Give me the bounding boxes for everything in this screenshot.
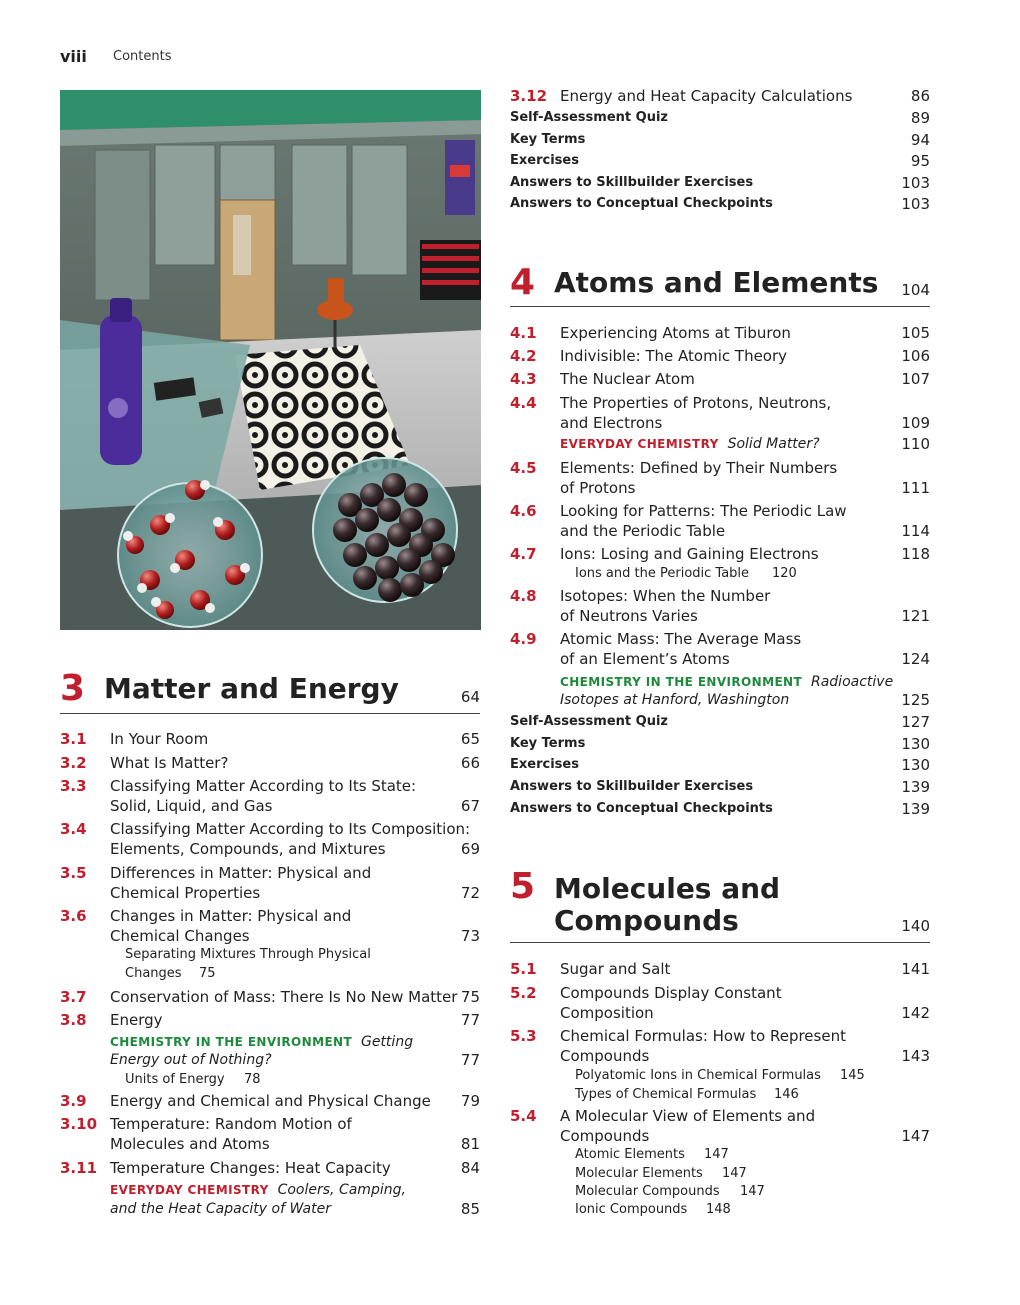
section-page: 86 — [910, 87, 930, 105]
subsection-title: Molecular Compounds — [575, 1184, 720, 1199]
toc-entry[interactable] — [60, 819, 480, 859]
section-number: 3.8 — [60, 1011, 87, 1029]
section-number: 3.10 — [60, 1115, 98, 1133]
section-title-cont: Compounds — [560, 1047, 650, 1065]
section-page: 73 — [460, 927, 480, 945]
feature-title-cont: Energy out of Nothing? — [110, 1052, 272, 1068]
section-title: Temperature Changes: Heat Capacity — [110, 1159, 391, 1177]
end-item-page: 139 — [901, 778, 930, 796]
end-item-title: Key Terms — [510, 132, 586, 147]
chapter-3-heading — [60, 668, 480, 714]
feature-title-cont: and the Heat Capacity of Water — [110, 1201, 331, 1217]
subsection-title: Ionic Compounds — [575, 1202, 688, 1217]
section-number: 5.1 — [510, 960, 537, 978]
chapter-page: 140 — [901, 917, 930, 935]
feature-label: EVERYDAY CHEMISTRY — [560, 437, 719, 451]
section-number: 3.2 — [60, 754, 87, 772]
subsection-title: Ions and the Periodic Table — [575, 566, 750, 581]
toc-entry[interactable] — [60, 1114, 480, 1154]
chapter-5-sections — [510, 959, 930, 1229]
toc-entry[interactable] — [60, 906, 480, 946]
section-title: Experiencing Atoms at Tiburon — [560, 324, 791, 342]
section-number: 5.4 — [510, 1107, 537, 1125]
chapter-title: Matter and Energy — [104, 672, 399, 705]
end-item-page: 94 — [910, 131, 930, 149]
toc-entry[interactable] — [60, 863, 480, 903]
section-title: Compounds Display Constant — [560, 984, 782, 1002]
section-title: Conservation of Mass: There Is No New Matter — [110, 988, 458, 1006]
toc-feature[interactable] — [60, 1032, 480, 1072]
toc-feature[interactable] — [510, 672, 930, 712]
feature-page: 77 — [460, 1051, 480, 1069]
section-page: 114 — [901, 522, 930, 540]
chapter-number: 3 — [60, 668, 86, 709]
section-title: The Properties of Protons, Neutrons, — [560, 394, 832, 412]
section-page: 111 — [901, 479, 930, 497]
section-number: 3.5 — [60, 864, 87, 882]
subsection-title: Atomic Elements — [575, 1147, 685, 1162]
section-number: 4.1 — [510, 324, 537, 342]
end-item-title: Answers to Skillbuilder Exercises — [510, 779, 754, 794]
section-page: 118 — [901, 545, 930, 563]
section-page: 109 — [901, 414, 930, 432]
section-number: 3.12 — [510, 87, 548, 105]
section-title: Atomic Mass: The Average Mass — [560, 630, 802, 648]
end-item-title: Exercises — [510, 153, 579, 168]
toc-entry[interactable] — [510, 1026, 930, 1066]
section-title-cont: Molecules and Atoms — [110, 1135, 270, 1153]
end-item-title: Key Terms — [510, 736, 586, 751]
chapter-3-continued — [510, 86, 930, 216]
section-title: In Your Room — [110, 730, 209, 748]
chapter-title-cont: Compounds — [554, 904, 739, 937]
feature-label: CHEMISTRY IN THE ENVIRONMENT — [560, 675, 803, 689]
subsection-page: 78 — [244, 1072, 261, 1087]
subsection-page: 148 — [706, 1202, 731, 1217]
section-number: 3.3 — [60, 777, 87, 795]
toc-entry[interactable] — [510, 983, 930, 1023]
chapter-title: Atoms and Elements — [554, 266, 879, 299]
section-page: 67 — [460, 797, 480, 815]
feature-label: EVERYDAY CHEMISTRY — [110, 1183, 269, 1197]
subsection-page: 147 — [722, 1166, 747, 1181]
section-title-cont: Chemical Properties — [110, 884, 261, 902]
toc-entry[interactable] — [510, 501, 930, 541]
section-number: 3.11 — [60, 1159, 98, 1177]
section-title: Classifying Matter According to Its Composition: — [110, 820, 471, 838]
subsection-title: Separating Mixtures Through Physical — [125, 947, 371, 962]
section-title: Indivisible: The Atomic Theory — [560, 347, 788, 365]
end-item-title: Answers to Skillbuilder Exercises — [510, 175, 754, 190]
chapter-number: 5 — [510, 866, 536, 907]
section-page: 143 — [901, 1047, 930, 1065]
feature-page: 110 — [901, 435, 930, 453]
end-item-page: 89 — [910, 109, 930, 127]
end-item-page: 139 — [901, 800, 930, 818]
subsection-page: 147 — [704, 1147, 729, 1162]
section-title-cont: of an Element’s Atoms — [560, 650, 730, 668]
section-number: 4.5 — [510, 459, 537, 477]
section-number: 4.9 — [510, 630, 537, 648]
subsection-title: Polyatomic Ions in Chemical Formulas — [575, 1068, 821, 1083]
section-title-cont: Elements, Compounds, and Mixtures — [110, 840, 386, 858]
section-title: Energy and Heat Capacity Calculations — [560, 87, 853, 105]
section-title: Differences in Matter: Physical and — [110, 864, 372, 882]
section-number: 5.2 — [510, 984, 537, 1002]
section-title: What Is Matter? — [110, 754, 229, 772]
section-page: 72 — [460, 884, 480, 902]
subsection-page: 145 — [840, 1068, 865, 1083]
section-page: 105 — [901, 324, 930, 342]
section-number: 4.4 — [510, 394, 537, 412]
end-item-title: Self-Assessment Quiz — [510, 714, 668, 729]
end-item-page: 130 — [901, 735, 930, 753]
end-item-title: Answers to Conceptual Checkpoints — [510, 801, 773, 816]
subsection-page: 120 — [772, 566, 797, 581]
section-page: 65 — [460, 730, 480, 748]
chapter-page: 64 — [460, 688, 480, 706]
subsection-title-cont: Changes — [125, 966, 182, 981]
running-title: Contents — [113, 49, 172, 64]
end-item-title: Exercises — [510, 757, 579, 772]
section-title-cont: Compounds — [560, 1127, 650, 1145]
section-page: 124 — [901, 650, 930, 668]
feature-title: Getting — [360, 1034, 414, 1050]
section-number: 5.3 — [510, 1027, 537, 1045]
section-number: 4.7 — [510, 545, 537, 563]
section-page: 142 — [901, 1004, 930, 1022]
section-page: 84 — [460, 1159, 480, 1177]
section-page: 147 — [901, 1127, 930, 1145]
subsection-title: Units of Energy — [125, 1072, 225, 1087]
section-page: 79 — [460, 1092, 480, 1110]
section-title-cont: and Electrons — [560, 414, 663, 432]
feature-title: Coolers, Camping, — [277, 1182, 406, 1198]
section-number: 4.2 — [510, 347, 537, 365]
section-title-cont: of Neutrons Varies — [560, 607, 698, 625]
section-page: 106 — [901, 347, 930, 365]
chapter-3-sections — [60, 729, 480, 1229]
section-title: Isotopes: When the Number — [560, 587, 771, 605]
section-page: 69 — [460, 840, 480, 858]
section-title: Changes in Matter: Physical and — [110, 907, 352, 925]
toc-entry[interactable] — [510, 629, 930, 669]
section-title: Looking for Patterns: The Periodic Law — [560, 502, 847, 520]
subsection-page: 146 — [774, 1087, 799, 1102]
section-title-cont: Composition — [560, 1004, 654, 1022]
end-item-page: 103 — [901, 174, 930, 192]
feature-page: 125 — [901, 691, 930, 709]
section-title: Elements: Defined by Their Numbers — [560, 459, 838, 477]
room-illustration — [60, 90, 481, 630]
section-number: 4.8 — [510, 587, 537, 605]
toc-feature[interactable] — [60, 1180, 480, 1220]
end-item-page: 103 — [901, 195, 930, 213]
chapter-4-heading — [510, 262, 930, 307]
toc-subentry[interactable] — [60, 945, 480, 985]
feature-label: CHEMISTRY IN THE ENVIRONMENT — [110, 1035, 353, 1049]
end-item-page: 130 — [901, 756, 930, 774]
page-number: viii — [60, 47, 87, 66]
toc-entry[interactable] — [510, 458, 930, 498]
section-page: 81 — [460, 1135, 480, 1153]
chapter-title: Molecules and — [554, 872, 781, 905]
feature-page: 85 — [460, 1200, 480, 1218]
feature-title: Solid Matter? — [727, 436, 820, 452]
toc-entry[interactable] — [510, 393, 930, 433]
section-title: Classifying Matter According to Its State: — [110, 777, 417, 795]
section-page: 77 — [460, 1011, 480, 1029]
section-number: 3.1 — [60, 730, 87, 748]
end-item-title: Self-Assessment Quiz — [510, 110, 668, 125]
section-number: 4.6 — [510, 502, 537, 520]
section-number: 4.3 — [510, 370, 537, 388]
section-title-cont: Chemical Changes — [110, 927, 250, 945]
chapter-number: 4 — [510, 262, 536, 303]
end-item-page: 127 — [901, 713, 930, 731]
section-page: 66 — [460, 754, 480, 772]
end-item-page: 95 — [910, 152, 930, 170]
section-title: Ions: Losing and Gaining Electrons — [560, 545, 819, 563]
feature-title: Radioactive — [810, 674, 894, 690]
end-item-title: Answers to Conceptual Checkpoints — [510, 196, 773, 211]
section-title-cont: of Protons — [560, 479, 636, 497]
section-page: 107 — [901, 370, 930, 388]
subsection-title: Types of Chemical Formulas — [575, 1087, 757, 1102]
chapter-page: 104 — [901, 281, 930, 299]
toc-entry[interactable] — [60, 776, 480, 816]
subsection-title: Molecular Elements — [575, 1166, 703, 1181]
section-title: Chemical Formulas: How to Represent — [560, 1027, 846, 1045]
section-number: 3.6 — [60, 907, 87, 925]
section-number: 3.4 — [60, 820, 87, 838]
chapter-5-heading — [510, 866, 930, 943]
section-number: 3.7 — [60, 988, 87, 1006]
section-page: 75 — [460, 988, 480, 1006]
subsection-page: 147 — [740, 1184, 765, 1199]
section-title-cont: and the Periodic Table — [560, 522, 726, 540]
room-matter-illustration — [60, 90, 481, 630]
section-title: The Nuclear Atom — [560, 370, 695, 388]
feature-title-cont: Isotopes at Hanford, Washington — [560, 692, 790, 708]
section-title: Sugar and Salt — [560, 960, 671, 978]
section-page: 141 — [901, 960, 930, 978]
section-title-cont: Solid, Liquid, and Gas — [110, 797, 273, 815]
section-title: Energy and Chemical and Physical Change — [110, 1092, 431, 1110]
section-number: 3.9 — [60, 1092, 87, 1110]
section-title: Temperature: Random Motion of — [110, 1115, 352, 1133]
toc-entry[interactable] — [510, 1106, 930, 1146]
subsection-page: 75 — [199, 966, 216, 981]
section-page: 121 — [901, 607, 930, 625]
section-title: A Molecular View of Elements and — [560, 1107, 816, 1125]
toc-entry[interactable] — [510, 586, 930, 626]
chapter-4-sections — [510, 323, 930, 823]
section-title: Energy — [110, 1011, 163, 1029]
